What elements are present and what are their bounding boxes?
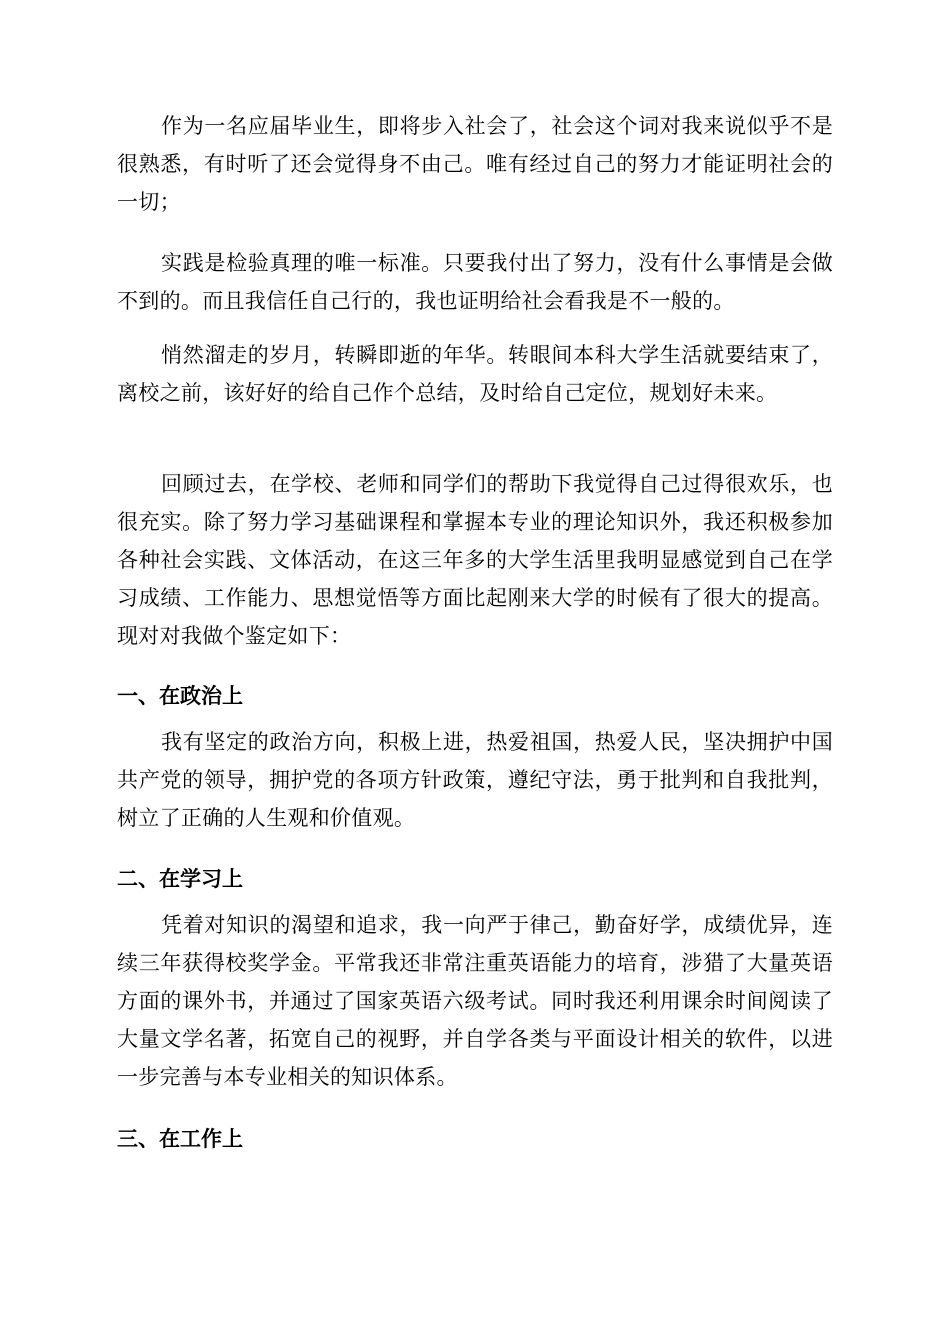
- intro-paragraph-2: 实践是检验真理的唯一标准。只要我付出了努力，没有什么事情是会做不到的。而且我信任自己行的，我也证明给社会看我是不一般的。: [117, 251, 833, 313]
- intro-paragraph-3: 悄然溜走的岁月，转瞬即逝的年华。转眼间本科大学生活就要结束了，离校之前，该好好的给自己作个总结，及时给自己定位，规划好未来。: [117, 343, 833, 405]
- section-heading-politics: 一、在政治上: [117, 684, 243, 708]
- section-heading-study: 二、在学习上: [117, 867, 243, 891]
- section-heading-work: 三、在工作上: [117, 1127, 243, 1151]
- section-body-politics: 我有坚定的政治方向，积极上进，热爱祖国，热爱人民，坚决拥护中国共产党的领导，拥护党的各项方针政策，遵纪守法，勇于批判和自我批判，树立了正确的人生观和价值观。: [117, 730, 833, 830]
- section-body-study: 凭着对知识的渴望和追求，我一向严于律己，勤奋好学，成绩优异，连续三年获得校奖学金。平常我还非常注重英语能力的培育，涉猎了大量英语方面的课外书，并通过了国家英语六级考试。同时我还利用课余时间阅读了大量文学名著，拓宽自己的视野，并自学各类与平面设计相关的软件，以进一步完善与本专业相关的知识体系。: [117, 913, 833, 1089]
- intro-paragraph-4: 回顾过去，在学校、老师和同学们的帮助下我觉得自己过得很欢乐，也很充实。除了努力学习基础课程和掌握本专业的理论知识外，我还积极参加各种社会实践、文体活动，在这三年多的大学生活里我明显感觉到自己在学习成绩、工作能力、思想觉悟等方面比起刚来大学的时候有了很大的提高。现对对我做个鉴定如下：: [117, 472, 833, 648]
- intro-paragraph-1: 作为一名应届毕业生，即将步入社会了，社会这个词对我来说似乎不是很熟悉，有时听了还会觉得身不由己。唯有经过自己的努力才能证明社会的一切；: [117, 114, 833, 214]
